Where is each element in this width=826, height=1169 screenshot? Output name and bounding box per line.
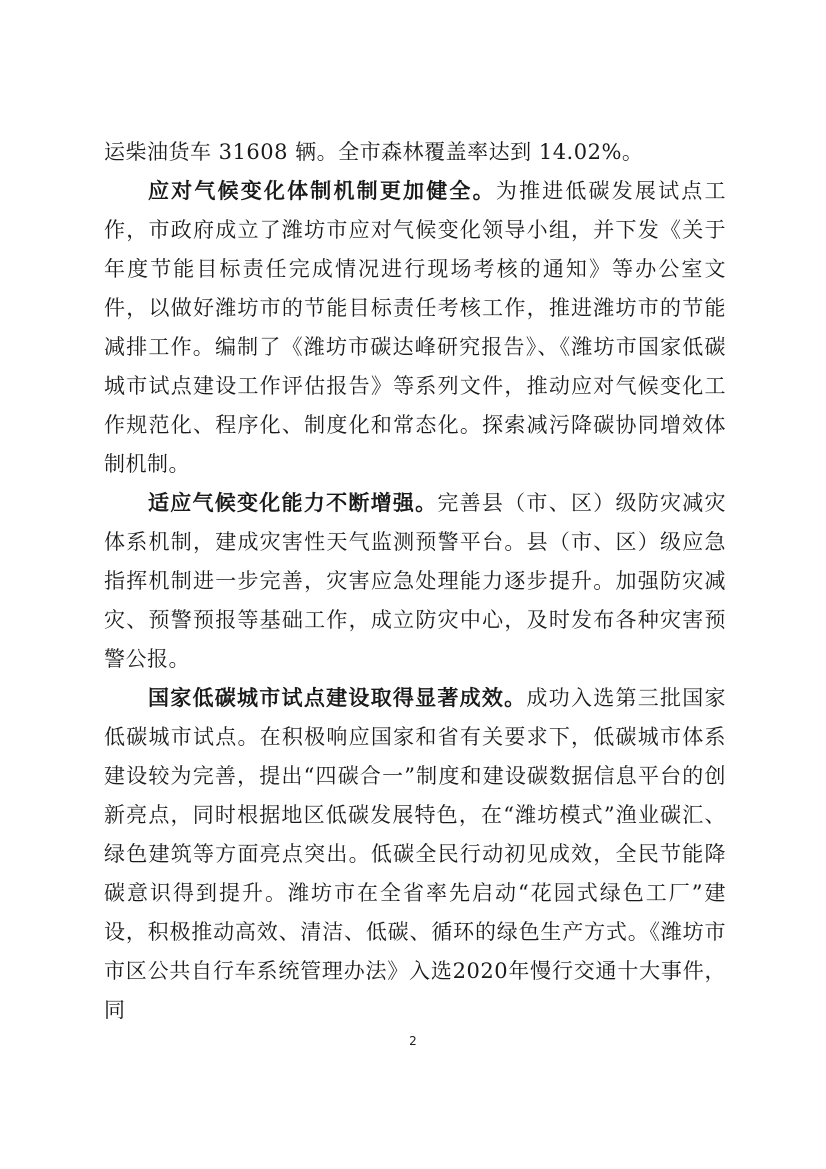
paragraph-climate-adaptation [104,484,726,679]
paragraph-lead-heading: 国家低碳城市试点建设取得显著成效。 [148,686,527,710]
paragraph-text: 完善县（市、区）级防灾减灾体系机制，建成灾害性天气监测预警平台。县（市、区）级应急指挥机制进一步完善，灾害应急处理能力逐步提升。加强防灾减灾、预警预报等基础工作，成立防灾中心，及时发布各种灾害预警公报。 [104,491,727,671]
paragraph-continuation [104,133,726,172]
document-body [104,133,726,1030]
paragraph-climate-governance [104,172,726,484]
paragraph-lead-heading: 应对气候变化体制机制更加健全。 [148,179,496,203]
paragraph-text: 为推进低碳发展试点工作，市政府成立了潍坊市应对气候变化领导小组，并下发《关于年度节能目标责任完成情况进行现场考核的通知》等办公室文件，以做好潍坊市的节能目标责任考核工作，推进潍坊市的节能减排工作。编制了《潍坊市碳达峰研究报告》、《潍坊市国家低碳城市试点建设工作评估报告》等系列文件，推动应对气候变化工作规范化、程序化、制度化和常态化。探索减污降碳协同增效体制机制。 [104,179,726,476]
paragraph-text: 运柴油货车 31608 辆。全市森林覆盖率达到 14.02%。 [104,140,644,164]
page-number: 2 [409,1034,417,1048]
paragraph-low-carbon-pilot [104,679,726,1030]
paragraph-text: 成功入选第三批国家低碳城市试点。在积极响应国家和省有关要求下，低碳城市体系建设较为完善，提出“四碳合一”制度和建设碳数据信息平台的创新亮点，同时根据地区低碳发展特色，在“潍坊模式”渔业碳汇、绿色建筑等方面亮点突出。低碳全民行动初见成效，全民节能降碳意识得到提升。潍坊市在全省率先启动“花园式绿色工厂”建设，积极推动高效、清洁、低碳、循环的绿色生产方式。《潍坊市市区公共自行车系统管理办法》入选2020年慢行交通十大事件，同 [104,686,727,1022]
paragraph-lead-heading: 适应气候变化能力不断增强。 [148,491,438,515]
